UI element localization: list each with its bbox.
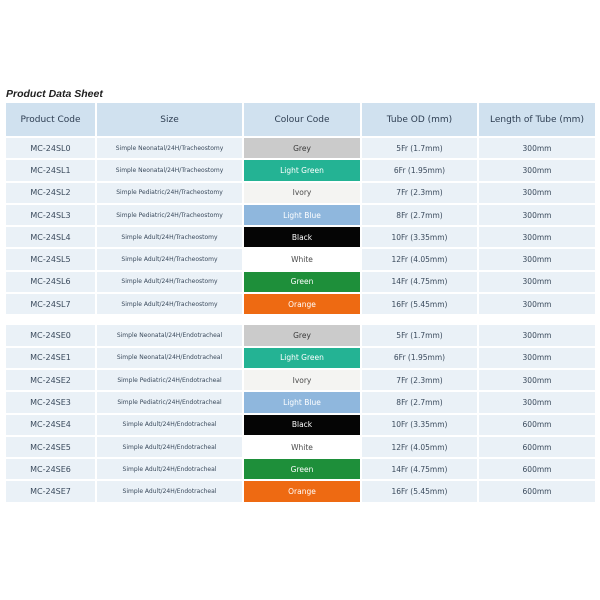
size-cell: Simple Pediatric/24H/Endotracheal (97, 392, 242, 412)
size-cell: Simple Neonatal/24H/Endotracheal (97, 348, 242, 368)
size-cell: Simple Neonatal/24H/Endotracheal (97, 325, 242, 345)
table-row (6, 294, 595, 314)
size-cell: Simple Pediatric/24H/Endotracheal (97, 370, 242, 390)
colour-code-cell: Black (244, 227, 360, 247)
tube-od-cell: 12Fr (4.05mm) (362, 249, 477, 269)
colour-code-cell: Grey (244, 325, 360, 345)
length-cell: 300mm (479, 325, 595, 345)
table-row (6, 227, 595, 247)
size-cell: Simple Adult/24H/Tracheostomy (97, 294, 242, 314)
table-row (6, 138, 595, 158)
product-code-cell: MC-24SL6 (6, 272, 95, 292)
product-code-cell: MC-24SE2 (6, 370, 95, 390)
size-cell: Simple Adult/24H/Tracheostomy (97, 272, 242, 292)
product-code-cell: MC-24SL0 (6, 138, 95, 158)
tube-od-cell: 10Fr (3.35mm) (362, 415, 477, 435)
group-separator (6, 316, 595, 325)
table-row (6, 415, 595, 435)
product-code-cell: MC-24SE6 (6, 459, 95, 479)
size-cell: Simple Adult/24H/Endotracheal (97, 459, 242, 479)
product-code-cell: MC-24SL7 (6, 294, 95, 314)
size-cell: Simple Neonatal/24H/Tracheostomy (97, 160, 242, 180)
tube-od-cell: 10Fr (3.35mm) (362, 227, 477, 247)
size-cell: Simple Pediatric/24H/Tracheostomy (97, 205, 242, 225)
size-cell: Simple Pediatric/24H/Tracheostomy (97, 183, 242, 203)
product-code-cell: MC-24SE1 (6, 348, 95, 368)
product-code-cell: MC-24SE5 (6, 437, 95, 457)
product-code-cell: MC-24SE3 (6, 392, 95, 412)
colour-code-cell: Light Blue (244, 205, 360, 225)
length-cell: 600mm (479, 459, 595, 479)
table-row (6, 348, 595, 368)
length-cell: 300mm (479, 249, 595, 269)
product-code-cell: MC-24SL5 (6, 249, 95, 269)
colour-code-cell: Light Blue (244, 392, 360, 412)
table-row (6, 325, 595, 345)
colour-code-cell: Orange (244, 481, 360, 501)
table-row (6, 160, 595, 180)
colour-code-cell: Ivory (244, 370, 360, 390)
colour-code-cell: Light Green (244, 348, 360, 368)
colour-code-cell: White (244, 437, 360, 457)
length-cell: 300mm (479, 294, 595, 314)
product-code-cell: MC-24SE4 (6, 415, 95, 435)
size-cell: Simple Adult/24H/Endotracheal (97, 481, 242, 501)
product-code-cell: MC-24SL4 (6, 227, 95, 247)
product-code-cell: MC-24SE7 (6, 481, 95, 501)
table-row (6, 437, 595, 457)
colour-code-cell: Orange (244, 294, 360, 314)
tube-od-cell: 16Fr (5.45mm) (362, 294, 477, 314)
tube-od-cell: 6Fr (1.95mm) (362, 160, 477, 180)
length-cell: 300mm (479, 138, 595, 158)
header-tube-od: Tube OD (mm) (362, 103, 477, 136)
length-cell: 300mm (479, 160, 595, 180)
header-colour-code: Colour Code (244, 103, 360, 136)
colour-code-cell: Green (244, 459, 360, 479)
tube-od-cell: 14Fr (4.75mm) (362, 459, 477, 479)
colour-code-cell: Green (244, 272, 360, 292)
size-cell: Simple Neonatal/24H/Tracheostomy (97, 138, 242, 158)
header-size: Size (97, 103, 242, 136)
tube-od-cell: 12Fr (4.05mm) (362, 437, 477, 457)
table-row (6, 183, 595, 203)
length-cell: 300mm (479, 227, 595, 247)
length-cell: 600mm (479, 437, 595, 457)
tube-od-cell: 16Fr (5.45mm) (362, 481, 477, 501)
product-table (6, 103, 595, 504)
table-row (6, 205, 595, 225)
product-code-cell: MC-24SL3 (6, 205, 95, 225)
table-row (6, 249, 595, 269)
tube-od-cell: 8Fr (2.7mm) (362, 205, 477, 225)
colour-code-cell: Black (244, 415, 360, 435)
table-body (6, 138, 595, 502)
size-cell: Simple Adult/24H/Endotracheal (97, 437, 242, 457)
length-cell: 300mm (479, 205, 595, 225)
table-row (6, 272, 595, 292)
table-row (6, 370, 595, 390)
table-row (6, 481, 595, 501)
length-cell: 300mm (479, 370, 595, 390)
colour-code-cell: Grey (244, 138, 360, 158)
tube-od-cell: 7Fr (2.3mm) (362, 370, 477, 390)
table-row (6, 459, 595, 479)
tube-od-cell: 8Fr (2.7mm) (362, 392, 477, 412)
length-cell: 300mm (479, 183, 595, 203)
tube-od-cell: 5Fr (1.7mm) (362, 325, 477, 345)
tube-od-cell: 7Fr (2.3mm) (362, 183, 477, 203)
size-cell: Simple Adult/24H/Endotracheal (97, 415, 242, 435)
colour-code-cell: Light Green (244, 160, 360, 180)
tube-od-cell: 14Fr (4.75mm) (362, 272, 477, 292)
product-code-cell: MC-24SE0 (6, 325, 95, 345)
product-code-cell: MC-24SL1 (6, 160, 95, 180)
tube-od-cell: 5Fr (1.7mm) (362, 138, 477, 158)
table-header (6, 103, 595, 136)
colour-code-cell: Ivory (244, 183, 360, 203)
length-cell: 300mm (479, 348, 595, 368)
length-cell: 600mm (479, 415, 595, 435)
product-code-cell: MC-24SL2 (6, 183, 95, 203)
length-cell: 300mm (479, 272, 595, 292)
header-product-code: Product Code (6, 103, 95, 136)
length-cell: 300mm (479, 392, 595, 412)
header-length: Length of Tube (mm) (479, 103, 595, 136)
page-title: Product Data Sheet (6, 88, 103, 100)
size-cell: Simple Adult/24H/Tracheostomy (97, 227, 242, 247)
length-cell: 600mm (479, 481, 595, 501)
table-row (6, 392, 595, 412)
colour-code-cell: White (244, 249, 360, 269)
size-cell: Simple Adult/24H/Tracheostomy (97, 249, 242, 269)
tube-od-cell: 6Fr (1.95mm) (362, 348, 477, 368)
